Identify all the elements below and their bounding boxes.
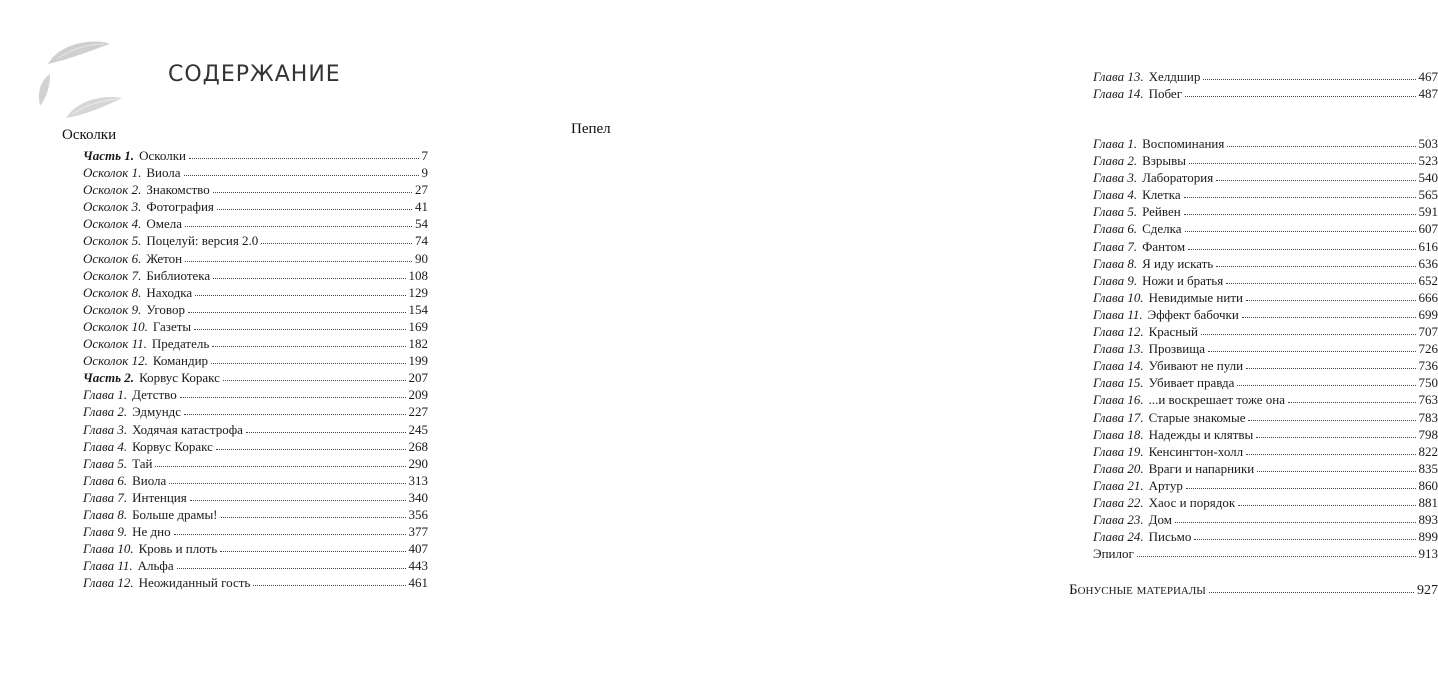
toc-entry-page: 443: [408, 558, 428, 574]
dot-leader: [1256, 427, 1415, 439]
toc-entry: [83, 318, 428, 335]
toc-entry: [1093, 272, 1438, 289]
toc-entry: [1093, 511, 1438, 528]
toc-list-right-top: [1093, 68, 1438, 102]
toc-entry-page: 41: [415, 199, 428, 215]
toc-entry: [83, 438, 428, 455]
toc-entry-title: Артур: [1148, 477, 1183, 493]
toc-entry-page: 7: [421, 148, 428, 163]
toc-entry-title: Рейвен: [1142, 204, 1181, 220]
toc-entry-label: Осколок 10.: [83, 318, 148, 334]
toc-entry-page: 503: [1418, 136, 1438, 151]
toc-entry: [83, 574, 428, 591]
dot-leader: [1288, 392, 1415, 404]
toc-list-right: [1093, 135, 1438, 562]
toc-entry-page: 227: [408, 404, 428, 420]
toc-entry-label: Осколок 9.: [83, 301, 142, 317]
toc-entry-page: 290: [408, 455, 428, 471]
toc-entry-page: 27: [415, 182, 428, 198]
toc-entry-title: Старые знакомые: [1148, 409, 1246, 425]
dot-leader: [1185, 221, 1416, 233]
toc-entry-page: 313: [408, 472, 428, 488]
toc-entry-title: Враги и напарники: [1148, 460, 1255, 476]
toc-entry-page: 707: [1418, 324, 1438, 340]
toc-entry-title: Убивают не пули: [1148, 358, 1244, 374]
toc-entry-page: 108: [408, 267, 428, 283]
toc-entry-title: Поцелуй: версия 2.0: [146, 233, 259, 249]
dot-leader: [246, 422, 406, 434]
toc-entry-label: Глава 14.: [1093, 358, 1144, 374]
toc-entry-page: 199: [408, 353, 428, 369]
toc-entry-label: Осколок 11.: [83, 336, 147, 352]
dot-leader: [177, 558, 406, 570]
dot-leader: [194, 319, 405, 331]
toc-entry-page: 9: [421, 165, 428, 181]
toc-entry-page: 607: [1418, 221, 1438, 237]
dot-leader: [1246, 444, 1415, 456]
toc-entry-title: Бонусные материалы: [1069, 582, 1206, 598]
toc-entry-page: 591: [1418, 204, 1438, 220]
toc-entry-page: 565: [1418, 187, 1438, 203]
dot-leader: [213, 268, 405, 280]
toc-entry: [1093, 323, 1438, 340]
toc-entry-label: Глава 7.: [1093, 238, 1138, 254]
toc-entry-label: Глава 10.: [83, 541, 134, 557]
toc-entry: [83, 540, 428, 557]
toc-entry-label: Глава 18.: [1093, 426, 1144, 442]
toc-entry: [83, 386, 428, 403]
toc-entry-label: Глава 7.: [83, 489, 128, 505]
page-title: СОДЕРЖАНИЕ: [168, 62, 341, 87]
toc-entry-page: 835: [1418, 460, 1438, 476]
toc-entry: [1093, 528, 1438, 545]
dot-leader: [1227, 136, 1415, 148]
toc-entry: [83, 523, 428, 540]
toc-entry-page: 540: [1418, 170, 1438, 186]
toc-entry-label: Глава 17.: [1093, 409, 1144, 425]
toc-entry-label: Осколок 1.: [83, 165, 142, 181]
toc-entry: [1093, 306, 1438, 323]
toc-entry-page: 487: [1418, 86, 1438, 102]
toc-entry-label: Глава 24.: [1093, 529, 1144, 545]
toc-entry-title: Лаборатория: [1142, 170, 1214, 186]
toc-entry-label: Глава 9.: [83, 524, 128, 540]
toc-entry-page: 245: [408, 421, 428, 437]
toc-entry: [1093, 203, 1438, 220]
toc-entry-title: Не дно: [132, 524, 171, 540]
toc-entry-label: Глава 10.: [1093, 289, 1144, 305]
toc-entry: [83, 215, 428, 232]
toc-entry-title: Эпилог: [1093, 546, 1134, 562]
toc-entry-title: Хаос и порядок: [1148, 494, 1236, 510]
toc-entry-page: 860: [1418, 477, 1438, 493]
dot-leader: [212, 336, 405, 348]
toc-entry: [1093, 391, 1438, 408]
toc-entry-page: 616: [1418, 238, 1438, 254]
dot-leader: [1137, 546, 1416, 558]
toc-entry-label: Часть 2.: [83, 370, 135, 386]
toc-entry: [1093, 68, 1438, 85]
toc-entry-page: 652: [1418, 272, 1438, 288]
toc-entry-label: Осколок 2.: [83, 182, 142, 198]
toc-entry-label: Осколок 3.: [83, 199, 142, 215]
toc-entry-label: Глава 4.: [83, 438, 128, 454]
dot-leader: [174, 524, 406, 536]
dot-leader: [155, 456, 405, 468]
toc-entry-label: Глава 14.: [1093, 86, 1144, 102]
dot-leader: [1194, 529, 1415, 541]
toc-entry-label: Глава 3.: [1093, 170, 1138, 186]
toc-entry-page: 763: [1418, 392, 1438, 408]
dot-leader: [1226, 273, 1415, 285]
toc-list-left: [83, 147, 428, 591]
toc-entry: [1093, 477, 1438, 494]
toc-entry: [83, 403, 428, 420]
toc-entry-title: Убивает правда: [1148, 375, 1235, 391]
toc-entry-title: Корвус Коракс: [139, 370, 220, 386]
dot-leader: [189, 148, 419, 160]
dot-leader: [1238, 495, 1415, 507]
toc-entry-page: 893: [1418, 512, 1438, 528]
toc-entry-label: Глава 3.: [83, 421, 128, 437]
toc-entry-page: 182: [408, 336, 428, 352]
toc-entry-label: Осколок 12.: [83, 353, 148, 369]
section-title-pepel: Пепел: [571, 121, 611, 137]
toc-entry-title: Газеты: [152, 318, 192, 334]
toc-entry-title: Детство: [132, 387, 177, 403]
toc-entry-title: Осколки: [139, 148, 186, 163]
toc-entry-label: Глава 4.: [1093, 187, 1138, 203]
toc-bonus: [1069, 582, 1438, 599]
toc-entry-page: 154: [408, 301, 428, 317]
toc-entry-page: 822: [1418, 443, 1438, 459]
toc-entry-page: 913: [1418, 546, 1438, 562]
toc-entry-label: Глава 16.: [1093, 392, 1144, 408]
dot-leader: [221, 507, 406, 519]
toc-entry-title: Интенция: [132, 489, 187, 505]
toc-entry-page: 699: [1418, 306, 1438, 322]
toc-entry-title: Эдмундс: [132, 404, 182, 420]
dot-leader: [184, 404, 405, 416]
dot-leader: [1186, 478, 1416, 490]
dot-leader: [1246, 290, 1416, 302]
toc-entry-page: 666: [1418, 289, 1438, 305]
toc-entry-page: 129: [408, 284, 428, 300]
toc-entry: [83, 250, 428, 267]
toc-entry-label: Осколок 8.: [83, 284, 142, 300]
toc-entry-label: Глава 2.: [1093, 153, 1138, 169]
toc-entry-title: Корвус Коракс: [132, 438, 213, 454]
dot-leader: [184, 165, 419, 177]
toc-entry-page: 74: [415, 233, 428, 249]
toc-entry-label: Глава 19.: [1093, 443, 1144, 459]
toc-entry: [1093, 169, 1438, 186]
toc-entry: [1093, 374, 1438, 391]
toc-entry: [83, 472, 428, 489]
toc-entry: [83, 455, 428, 472]
toc-entry-page: 927: [1417, 583, 1438, 598]
toc-entry-label: Глава 13.: [1093, 69, 1144, 84]
toc-entry: [1093, 409, 1438, 426]
toc-entry: [1093, 255, 1438, 272]
toc-entry: [1093, 340, 1438, 357]
dot-leader: [1216, 256, 1415, 268]
left-page: [0, 0, 500, 679]
dot-leader: [217, 199, 412, 211]
dot-leader: [185, 216, 412, 228]
toc-entry-title: Находка: [146, 284, 193, 300]
toc-entry-title: Фантом: [1142, 238, 1186, 254]
toc-entry-page: 356: [408, 506, 428, 522]
toc-entry-label: Глава 11.: [1093, 306, 1143, 322]
dot-leader: [1248, 410, 1415, 422]
toc-entry-page: 407: [408, 541, 428, 557]
toc-entry-label: Глава 22.: [1093, 494, 1144, 510]
toc-entry-title: Клетка: [1142, 187, 1181, 203]
toc-entry-label: Глава 5.: [1093, 204, 1138, 220]
toc-entry-page: 209: [408, 387, 428, 403]
toc-entry: [83, 267, 428, 284]
toc-entry-page: 377: [408, 524, 428, 540]
dot-leader: [1242, 307, 1416, 319]
toc-entry-title: Хелдшир: [1148, 69, 1201, 84]
toc-entry: [1093, 289, 1438, 306]
toc-entry-label: Глава 21.: [1093, 477, 1144, 493]
dot-leader: [169, 473, 405, 485]
toc-entry-title: Жетон: [146, 250, 183, 266]
toc-entry: [1093, 545, 1438, 562]
feather-icon: [30, 36, 140, 126]
dot-leader: [1208, 341, 1416, 353]
toc-entry-title: Больше драмы!: [132, 506, 218, 522]
dot-leader: [211, 353, 405, 365]
toc-entry-label: Глава 1.: [1093, 136, 1138, 151]
toc-entry-label: Глава 2.: [83, 404, 128, 420]
toc-entry: [83, 557, 428, 574]
toc-entry-page: 90: [415, 250, 428, 266]
toc-entry-page: 881: [1418, 494, 1438, 510]
toc-entry-label: Глава 12.: [1093, 324, 1144, 340]
dot-leader: [1184, 187, 1416, 199]
toc-entry-label: Глава 6.: [1093, 221, 1138, 237]
toc-entry-title: Взрывы: [1142, 153, 1187, 169]
toc-entry: [1093, 494, 1438, 511]
toc-entry-page: 268: [408, 438, 428, 454]
toc-entry-title: Знакомство: [146, 182, 210, 198]
dot-leader: [220, 541, 405, 553]
toc-entry-page: 207: [408, 370, 428, 386]
dot-leader: [1189, 153, 1415, 165]
toc-entry: [1093, 460, 1438, 477]
toc-entry-page: 798: [1418, 426, 1438, 442]
toc-entry-title: Эффект бабочки: [1147, 306, 1239, 322]
dot-leader: [1216, 170, 1415, 182]
dot-leader: [261, 233, 412, 245]
toc-entry-label: Глава 13.: [1093, 341, 1144, 357]
dot-leader: [1185, 86, 1415, 98]
dot-leader: [185, 251, 412, 263]
toc-entry: [1093, 238, 1438, 255]
toc-entry: [1093, 186, 1438, 203]
dot-leader: [1201, 324, 1416, 336]
toc-entry-page: 340: [408, 489, 428, 505]
dot-leader: [253, 575, 405, 587]
toc-entry-label: Глава 20.: [1093, 460, 1144, 476]
toc-entry-label: Глава 6.: [83, 472, 128, 488]
toc-entry-title: Невидимые нити: [1148, 289, 1243, 305]
toc-entry: [83, 489, 428, 506]
toc-entry-page: 736: [1418, 358, 1438, 374]
toc-entry-title: Сделка: [1142, 221, 1182, 237]
toc-entry-page: 461: [408, 575, 428, 591]
dot-leader: [188, 302, 406, 314]
toc-entry: [1093, 85, 1438, 102]
toc-entry-title: Кенсингтон-холл: [1148, 443, 1244, 459]
dot-leader: [1184, 204, 1416, 216]
dot-leader: [1188, 239, 1415, 251]
dot-leader: [1209, 582, 1414, 594]
toc-entry-page: 523: [1418, 153, 1438, 169]
dot-leader: [195, 285, 405, 297]
dot-leader: [1257, 461, 1415, 473]
toc-entry: [83, 198, 428, 215]
toc-entry-page: 636: [1418, 255, 1438, 271]
toc-entry-title: Фотография: [146, 199, 214, 215]
toc-entry-label: Глава 1.: [83, 387, 128, 403]
toc-entry-title: Альфа: [137, 558, 174, 574]
toc-entry-label: Осколок 7.: [83, 267, 142, 283]
toc-entry: [83, 352, 428, 369]
toc-entry-page: 467: [1418, 69, 1438, 84]
toc-entry-label: Осколок 6.: [83, 250, 142, 266]
toc-entry-title: Ходячая катастрофа: [132, 421, 243, 437]
toc-entry: [1093, 443, 1438, 460]
dot-leader: [180, 387, 406, 399]
toc-entry-bonus: [1069, 582, 1438, 599]
toc-entry: [83, 506, 428, 523]
toc-entry-title: Тай: [132, 455, 153, 471]
toc-entry: [83, 147, 428, 164]
toc-entry-title: Виола: [146, 165, 181, 181]
toc-entry: [1093, 220, 1438, 237]
toc-entry-label: Глава 9.: [1093, 272, 1138, 288]
toc-entry: [83, 164, 428, 181]
toc-entry: [83, 181, 428, 198]
toc-entry-page: 750: [1418, 375, 1438, 391]
toc-entry-page: 169: [408, 318, 428, 334]
toc-entry-label: Глава 15.: [1093, 375, 1144, 391]
dot-leader: [190, 490, 406, 502]
toc-entry-label: Осколок 4.: [83, 216, 142, 232]
toc-entry-page: 783: [1418, 409, 1438, 425]
right-page: [500, 0, 1438, 679]
toc-entry: [83, 335, 428, 352]
dot-leader: [1203, 69, 1415, 81]
toc-entry-title: Предатель: [151, 336, 210, 352]
toc-entry: [83, 421, 428, 438]
toc-entry-label: Глава 23.: [1093, 512, 1144, 528]
toc-entry-title: Виола: [132, 472, 167, 488]
toc-entry-title: Я иду искать: [1142, 255, 1214, 271]
toc-entry-page: 899: [1418, 529, 1438, 545]
toc-entry: [1093, 152, 1438, 169]
toc-entry-title: Побег: [1148, 86, 1183, 102]
toc-entry-label: Осколок 5.: [83, 233, 142, 249]
toc-entry-label: Глава 11.: [83, 558, 133, 574]
toc-entry-label: Глава 5.: [83, 455, 128, 471]
dot-leader: [1237, 375, 1415, 387]
toc-entry-title: Ножи и братья: [1142, 272, 1224, 288]
toc-entry-label: Часть 1.: [83, 148, 135, 163]
toc-entry-title: Неожиданный гость: [138, 575, 251, 591]
toc-entry-title: Письмо: [1148, 529, 1192, 545]
toc-entry-title: Командир: [152, 353, 209, 369]
toc-entry-label: Глава 8.: [1093, 255, 1138, 271]
toc-entry-title: Библиотека: [146, 267, 211, 283]
toc-entry-title: Кровь и плоть: [138, 541, 218, 557]
toc-entry-page: 726: [1418, 341, 1438, 357]
dot-leader: [213, 182, 412, 194]
toc-entry: [83, 301, 428, 318]
toc-entry-title: Дом: [1148, 512, 1172, 528]
toc-entry: [1093, 135, 1438, 152]
toc-entry-title: Воспоминания: [1142, 136, 1225, 151]
toc-entry-page: 54: [415, 216, 428, 232]
toc-entry-label: Глава 8.: [83, 506, 128, 522]
dot-leader: [223, 370, 406, 382]
toc-entry: [1093, 426, 1438, 443]
dot-leader: [216, 439, 406, 451]
toc-entry-title: Омела: [146, 216, 182, 232]
toc-entry-label: Глава 12.: [83, 575, 134, 591]
dot-leader: [1246, 358, 1415, 370]
toc-entry-title: Красный: [1148, 324, 1198, 340]
toc-entry: [1093, 357, 1438, 374]
toc-entry: [83, 232, 428, 249]
dot-leader: [1175, 512, 1416, 524]
section-title-oskolki: Осколки: [62, 127, 117, 143]
toc-entry: [83, 369, 428, 386]
toc-entry-title: Уговор: [146, 301, 185, 317]
toc-entry-title: Надежды и клятвы: [1148, 426, 1254, 442]
toc-entry: [83, 284, 428, 301]
toc-entry-title: ...и воскрешает тоже она: [1148, 392, 1286, 408]
toc-entry-title: Прозвища: [1148, 341, 1205, 357]
